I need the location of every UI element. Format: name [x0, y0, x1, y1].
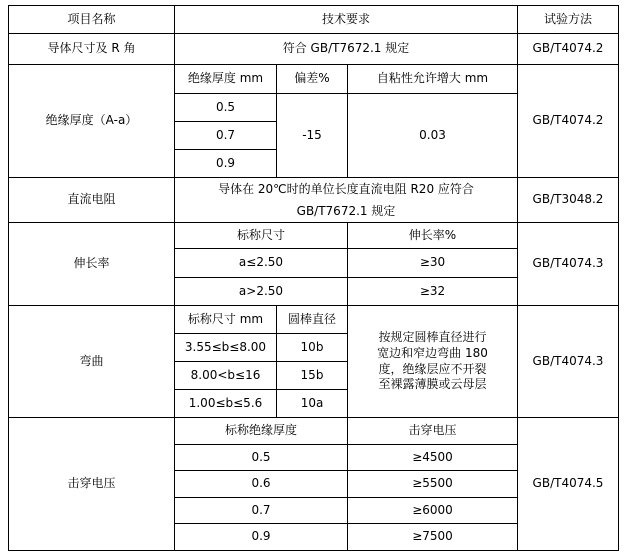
breakdown-voltage-1: ≥5500 [348, 471, 518, 498]
dc-resistance-requirement-line-1: 导体在 20℃时的单位长度直流电阻 R20 应符合 [218, 182, 474, 196]
bending-col-rod: 圆棒直径 [277, 306, 348, 334]
spec-table [8, 5, 619, 551]
elongation-subheader-row [9, 223, 619, 249]
breakdown-thickness-3: 0.9 [175, 524, 348, 551]
elongation-col-size: 标称尺寸 [175, 223, 348, 249]
insulation-method-cell: GB/T4074.2 [518, 65, 619, 178]
header-technical-requirement: 技术要求 [175, 6, 518, 34]
elongation-value-0: ≥30 [348, 249, 518, 278]
bending-note-cell [348, 306, 518, 418]
breakdown-name-cell: 击穿电压 [9, 418, 175, 551]
insulation-thickness-2: 0.9 [175, 150, 277, 178]
bending-col-size: 标称尺寸 mm [175, 306, 277, 334]
breakdown-voltage-0: ≥4500 [348, 445, 518, 471]
bending-rod-0: 10b [277, 334, 348, 362]
conductor-row [9, 34, 619, 65]
bending-note-line-2: 宽边和窄边弯曲 180 [377, 345, 488, 360]
dc-resistance-method-cell: GB/T3048.2 [518, 178, 619, 223]
bending-size-1: 8.00<b≤16 [175, 362, 277, 390]
bending-rod-2: 10a [277, 390, 348, 418]
elongation-method-cell: GB/T4074.3 [518, 223, 619, 306]
insulation-name-cell: 绝缘厚度（A-a） [9, 65, 175, 178]
bending-method-cell: GB/T4074.3 [518, 306, 619, 418]
insulation-col-thickness: 绝缘厚度 mm [175, 65, 277, 94]
breakdown-voltage-2: ≥6000 [348, 498, 518, 524]
elongation-value-1: ≥32 [348, 278, 518, 306]
dc-resistance-requirement-line-2: GB/T7672.1 规定 [296, 204, 396, 218]
breakdown-col-thickness: 标称绝缘厚度 [175, 418, 348, 445]
bending-note-line-1: 按规定圆棒直径进行 [378, 330, 487, 345]
insulation-thickness-1: 0.7 [175, 122, 277, 150]
breakdown-thickness-1: 0.6 [175, 471, 348, 498]
insulation-col-self-bond: 自粘性允许增大 mm [348, 65, 518, 94]
breakdown-method-cell: GB/T4074.5 [518, 418, 619, 551]
insulation-subheader-row [9, 65, 619, 94]
breakdown-thickness-2: 0.7 [175, 498, 348, 524]
breakdown-voltage-3: ≥7500 [348, 524, 518, 551]
bending-rod-1: 15b [277, 362, 348, 390]
bending-name-cell: 弯曲 [9, 306, 175, 418]
insulation-col-deviation: 偏差% [277, 65, 348, 94]
elongation-col-value: 伸长率% [348, 223, 518, 249]
dc-resistance-requirement-cell [175, 178, 518, 223]
elongation-size-1: a>2.50 [175, 278, 348, 306]
bending-size-0: 3.55≤b≤8.00 [175, 334, 277, 362]
insulation-self-bond-cell: 0.03 [348, 94, 518, 178]
conductor-method-cell: GB/T4074.2 [518, 34, 619, 65]
bending-note-line-4: 至裸露薄膜或云母层 [378, 377, 487, 392]
insulation-deviation-cell: -15 [277, 94, 348, 178]
header-project-name: 项目名称 [9, 6, 175, 34]
table-header-row [9, 6, 619, 34]
header-test-method: 试验方法 [518, 6, 619, 34]
elongation-name-cell: 伸长率 [9, 223, 175, 306]
breakdown-thickness-0: 0.5 [175, 445, 348, 471]
dc-resistance-name-cell: 直流电阻 [9, 178, 175, 223]
bending-note-line-3: 度，绝缘层应不开裂 [378, 361, 487, 376]
dc-resistance-row [9, 178, 619, 223]
bending-subheader-row [9, 306, 619, 334]
insulation-thickness-0: 0.5 [175, 94, 277, 122]
conductor-requirement-cell: 符合 GB/T7672.1 规定 [175, 34, 518, 65]
elongation-size-0: a≤2.50 [175, 249, 348, 278]
breakdown-subheader-row [9, 418, 619, 445]
breakdown-col-voltage: 击穿电压 [348, 418, 518, 445]
bending-size-2: 1.00≤b≤5.6 [175, 390, 277, 418]
conductor-name-cell: 导体尺寸及 R 角 [9, 34, 175, 65]
